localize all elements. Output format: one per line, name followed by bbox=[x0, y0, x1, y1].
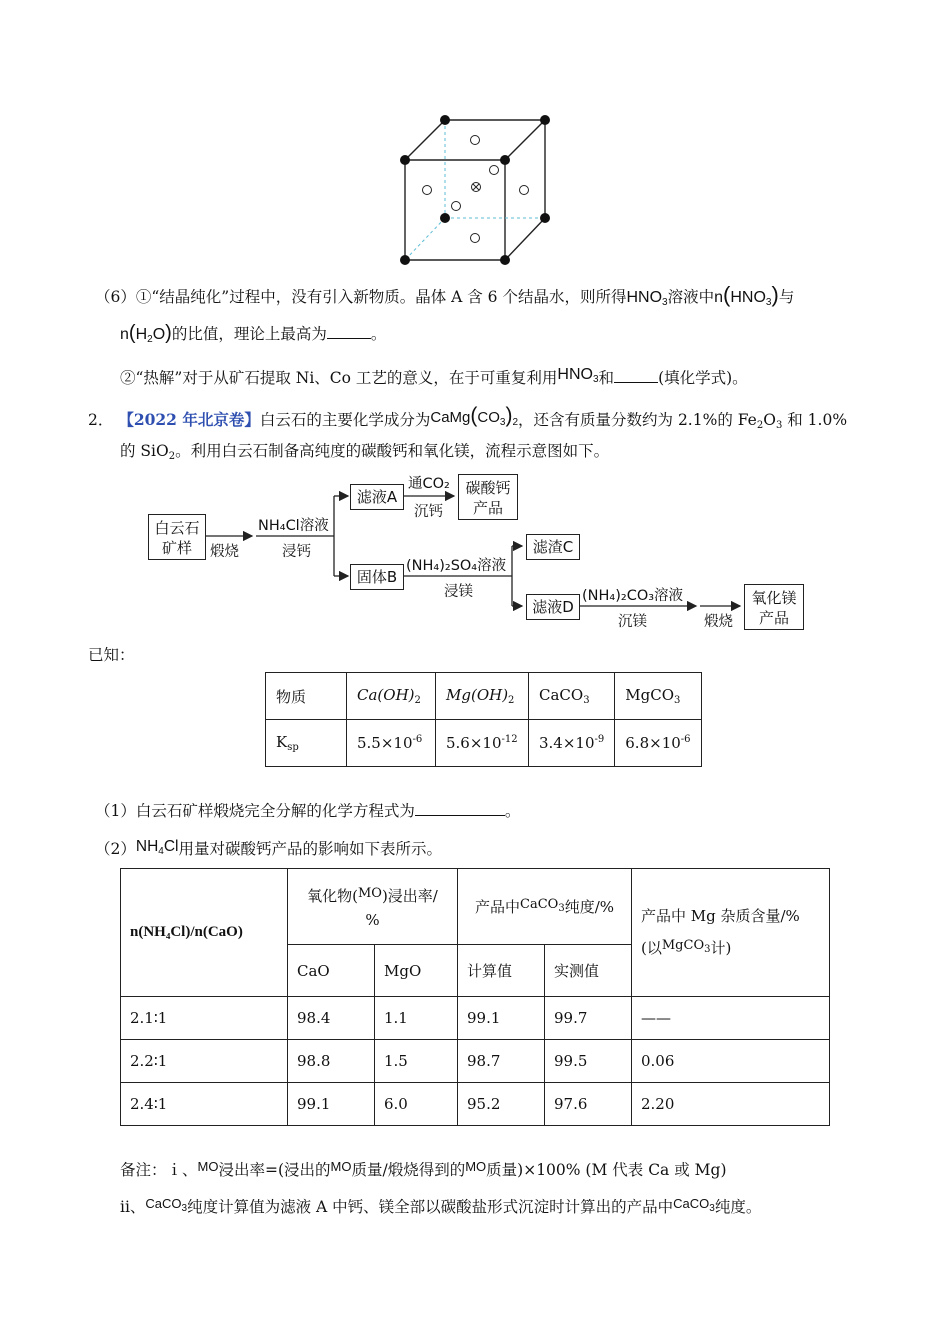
process-flowchart bbox=[140, 470, 820, 635]
q2-intro-line1: 2． 【2022 年北京卷】白云石的主要化学成分为$CaMg(CO_3)_2$，还含有质量分数约为 2.1%的 $Fe_2O_3$ 和 1.0% bbox=[88, 404, 848, 431]
q2-intro-line2: 的 SiO$_2$。利用白云石制备高纯度的碳酸钙和氧化镁，流程示意图如下。 bbox=[120, 442, 610, 462]
table-row: 2.2∶1 98.8 1.5 98.7 99.5 0.06 bbox=[121, 1040, 830, 1083]
purity-header: 产品中CaCO$_3$纯度/% bbox=[458, 869, 632, 945]
dolomite-sample-box: 白云石 矿样 bbox=[148, 514, 206, 560]
solid-b-box: 固体B bbox=[350, 564, 404, 590]
q6-line2: $n(H_2O)$的比值，理论上最高为 。 bbox=[120, 322, 387, 345]
q6-text-b: 溶液中 bbox=[667, 288, 715, 306]
calcine-label: 煅烧 bbox=[210, 544, 239, 560]
co3-reagent-label: (NH₄)₂CO₃溶液 bbox=[582, 588, 684, 604]
answer-blank[interactable] bbox=[327, 324, 371, 339]
q6-text-a: （6）①“结晶纯化”过程中，没有引入新物质。晶体 A 含 6 个结晶水，则所得 bbox=[95, 288, 627, 306]
q6-text-d: 的比值，理论上最高为 bbox=[171, 325, 327, 343]
filtrate-a-box: 滤液A bbox=[350, 484, 404, 510]
results-table bbox=[120, 868, 830, 1126]
leach-ca-label: 浸钙 bbox=[282, 544, 311, 560]
answer-blank[interactable] bbox=[415, 801, 505, 816]
table-row: $K_{sp}$ $5.5\times 10^{-6}$ $5.6\times 10^{-12}$ $3.4\times 10^{-9}$ $6.8\times 10^{-6}$ bbox=[266, 720, 702, 767]
caco3-product-box: 碳酸钙 产品 bbox=[458, 474, 518, 520]
q6-line1: （6）①“结晶纯化”过程中，没有引入新物质。晶体 A 含 6 个结晶水，则所得$HNO_3$溶液中$n(HNO_3)$与 bbox=[95, 282, 795, 308]
table-row bbox=[121, 869, 830, 945]
nh4cl-reagent-label: NH₄Cl溶液 bbox=[258, 518, 329, 534]
q6-text-c: 与 bbox=[778, 288, 795, 306]
so4-reagent-label: (NH₄)₂SO₄溶液 bbox=[406, 558, 507, 574]
calcine2-label: 煅烧 bbox=[704, 614, 733, 630]
q2-part1: （1）白云石矿样煅烧完全分解的化学方程式为 。 bbox=[95, 802, 521, 820]
residue-c-box: 滤渣C bbox=[526, 534, 580, 560]
co2-label: 通CO₂ bbox=[408, 476, 450, 492]
known-label: 已知： bbox=[88, 646, 135, 664]
crystal-cube-diagram bbox=[390, 112, 560, 268]
note-2: ii、$^{CaCO_3}$纯度计算值为滤液 A 中钙、镁全部以碳酸盐形式沉淀时计算出的产品中$^{CaCO_3}$纯度。 bbox=[120, 1196, 762, 1216]
q6-line3: ②“热解”对于从矿石提取 Ni、Co 工艺的意义，在于可重复利用$HNO_3$和 (填化学式)。 bbox=[120, 366, 748, 387]
table-row: 2.4∶1 99.1 6.0 95.2 97.6 2.20 bbox=[121, 1083, 830, 1126]
table-row: CaO MgO 计算值 实测值 bbox=[121, 945, 830, 997]
note-1: 备注：ｉ、$^{MO}$浸出率=(浸出的$^{MO}$质量/煅烧得到的$^{MO}$质量)×100% (M 代表 Ca 或 Mg) bbox=[120, 1159, 727, 1179]
table-row: 2.1∶1 98.4 1.1 99.1 99.7 —— bbox=[121, 997, 830, 1040]
precip-mg-label: 沉镁 bbox=[618, 614, 647, 630]
precip-ca-label: 沉钙 bbox=[414, 504, 443, 520]
ksp-table bbox=[265, 672, 702, 767]
table-row: 物质 $Ca(OH)_2$ $Mg(OH)_2$ CaCO$_3$ MgCO$_3$ bbox=[266, 673, 702, 720]
question-number: 2． bbox=[88, 411, 114, 429]
mg-header: 产品中 Mg 杂质含量/% (以MgCO$_3$计) bbox=[632, 869, 830, 997]
q2-part2: $(2)NH_4Cl$用量对碳酸钙产品的影响如下表所示。 bbox=[95, 838, 442, 858]
filtrate-d-box: 滤液D bbox=[526, 594, 580, 620]
ratio-header: n(NH₄Cl)/n(CaO) bbox=[121, 869, 288, 997]
mgo-product-box: 氧化镁 产品 bbox=[744, 584, 804, 630]
source-tag: 【2022 年北京卷】 bbox=[118, 410, 260, 429]
answer-blank[interactable] bbox=[614, 368, 658, 383]
leach-mg-label: 浸镁 bbox=[444, 584, 473, 600]
leach-header: 氧化物(MO)浸出率/ % bbox=[288, 869, 458, 945]
